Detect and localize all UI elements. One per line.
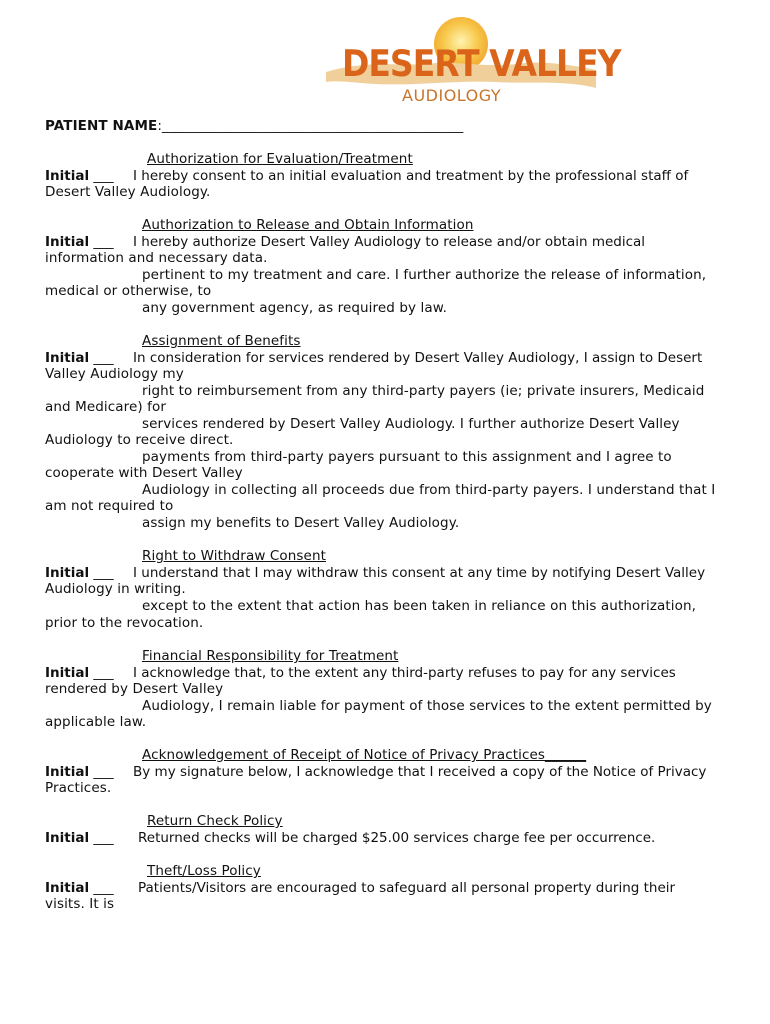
initial-row	[45, 830, 656, 847]
initial-row	[45, 350, 703, 367]
section-line: Practices.	[45, 780, 112, 796]
section-heading: Theft/Loss Policy	[147, 863, 261, 879]
logo-subtitle: AUDIOLOGY	[402, 86, 502, 105]
section-line: pertinent to my treatment and care. I further authorize the release of information,	[142, 267, 707, 283]
section-line: prior to the revocation.	[45, 615, 204, 631]
section-first-line: I understand that I may withdraw this consent at any time by notifying Desert Valley	[133, 565, 706, 581]
patient-name-row	[45, 118, 463, 135]
patient-name-blank[interactable]: :____________________________________________	[157, 118, 464, 134]
section-line: Audiology in writing.	[45, 581, 186, 597]
section-line: right to reimbursement from any third-party payers (ie; private insurers, Medicaid	[142, 383, 705, 399]
logo-title: DESERT VALLEY	[342, 42, 621, 85]
section-line: except to the extent that action has been taken in reliance on this authorization,	[142, 598, 697, 614]
initial-row	[45, 168, 689, 185]
section-heading: Authorization for Evaluation/Treatment	[147, 151, 413, 167]
initial-label: Initial	[45, 764, 90, 780]
section-line: Audiology in collecting all proceeds due from third-party payers. I understand that I	[142, 482, 716, 498]
initial-row	[45, 880, 676, 897]
initial-label: Initial	[45, 830, 90, 846]
initial-blank[interactable]: ___	[89, 764, 114, 780]
section-heading: Acknowledgement of Receipt of Notice of Privacy Practices______	[142, 747, 587, 763]
initial-blank[interactable]: ___	[89, 565, 114, 581]
desert-valley-logo	[326, 14, 621, 110]
section-line: cooperate with Desert Valley	[45, 465, 243, 481]
section-line: am not required to	[45, 498, 174, 514]
initial-blank[interactable]: ___	[89, 234, 114, 250]
initial-blank[interactable]: ___	[89, 168, 114, 184]
section-heading: Authorization to Release and Obtain Information	[142, 217, 474, 233]
section-heading: Return Check Policy	[147, 813, 283, 829]
initial-label: Initial	[45, 565, 90, 581]
initial-row	[45, 764, 707, 781]
initial-blank[interactable]: ___	[89, 830, 114, 846]
section-line: Audiology to receive direct.	[45, 432, 234, 448]
initial-label: Initial	[45, 665, 90, 681]
section-first-line: I hereby consent to an initial evaluation and treatment by the professional staff of	[133, 168, 689, 184]
initial-label: Initial	[45, 168, 90, 184]
section-heading: Financial Responsibility for Treatment	[142, 648, 399, 664]
initial-label: Initial	[45, 350, 90, 366]
section-line: and Medicare) for	[45, 399, 167, 415]
initial-row	[45, 565, 706, 582]
initial-row	[45, 234, 646, 251]
section-first-line: Returned checks will be charged $25.00 services charge fee per occurrence.	[138, 830, 656, 846]
section-line: Audiology, I remain liable for payment of those services to the extent permitted by	[142, 698, 712, 714]
section-heading: Right to Withdraw Consent	[142, 548, 326, 564]
initial-blank[interactable]: ___	[89, 880, 114, 896]
patient-name-label: PATIENT NAME	[45, 118, 158, 134]
section-line: information and necessary data.	[45, 250, 268, 266]
section-first-line: I hereby authorize Desert Valley Audiology to release and/or obtain medical	[133, 234, 646, 250]
section-line: payments from third-party payers pursuant to this assignment and I agree to	[142, 449, 672, 465]
section-line: rendered by Desert Valley	[45, 681, 224, 697]
initial-label: Initial	[45, 880, 90, 896]
section-line: services rendered by Desert Valley Audiology. I further authorize Desert Valley	[142, 416, 680, 432]
section-line: medical or otherwise, to	[45, 283, 212, 299]
section-first-line: I acknowledge that, to the extent any third-party refuses to pay for any services	[133, 665, 676, 681]
section-line: applicable law.	[45, 714, 147, 730]
section-first-line: By my signature below, I acknowledge that I received a copy of the Notice of Privacy	[133, 764, 707, 780]
section-line: Desert Valley Audiology.	[45, 184, 211, 200]
section-heading: Assignment of Benefits	[142, 333, 301, 349]
initial-blank[interactable]: ___	[89, 665, 114, 681]
section-line: any government agency, as required by law.	[142, 300, 448, 316]
section-first-line: Patients/Visitors are encouraged to safeguard all personal property during their	[138, 880, 676, 896]
section-line: Valley Audiology my	[45, 366, 184, 382]
initial-blank[interactable]: ___	[89, 350, 114, 366]
section-line: visits. It is	[45, 896, 115, 912]
section-line: assign my benefits to Desert Valley Audiology.	[142, 515, 460, 531]
initial-row	[45, 665, 676, 682]
section-first-line: In consideration for services rendered by Desert Valley Audiology, I assign to Desert	[133, 350, 703, 366]
initial-label: Initial	[45, 234, 90, 250]
